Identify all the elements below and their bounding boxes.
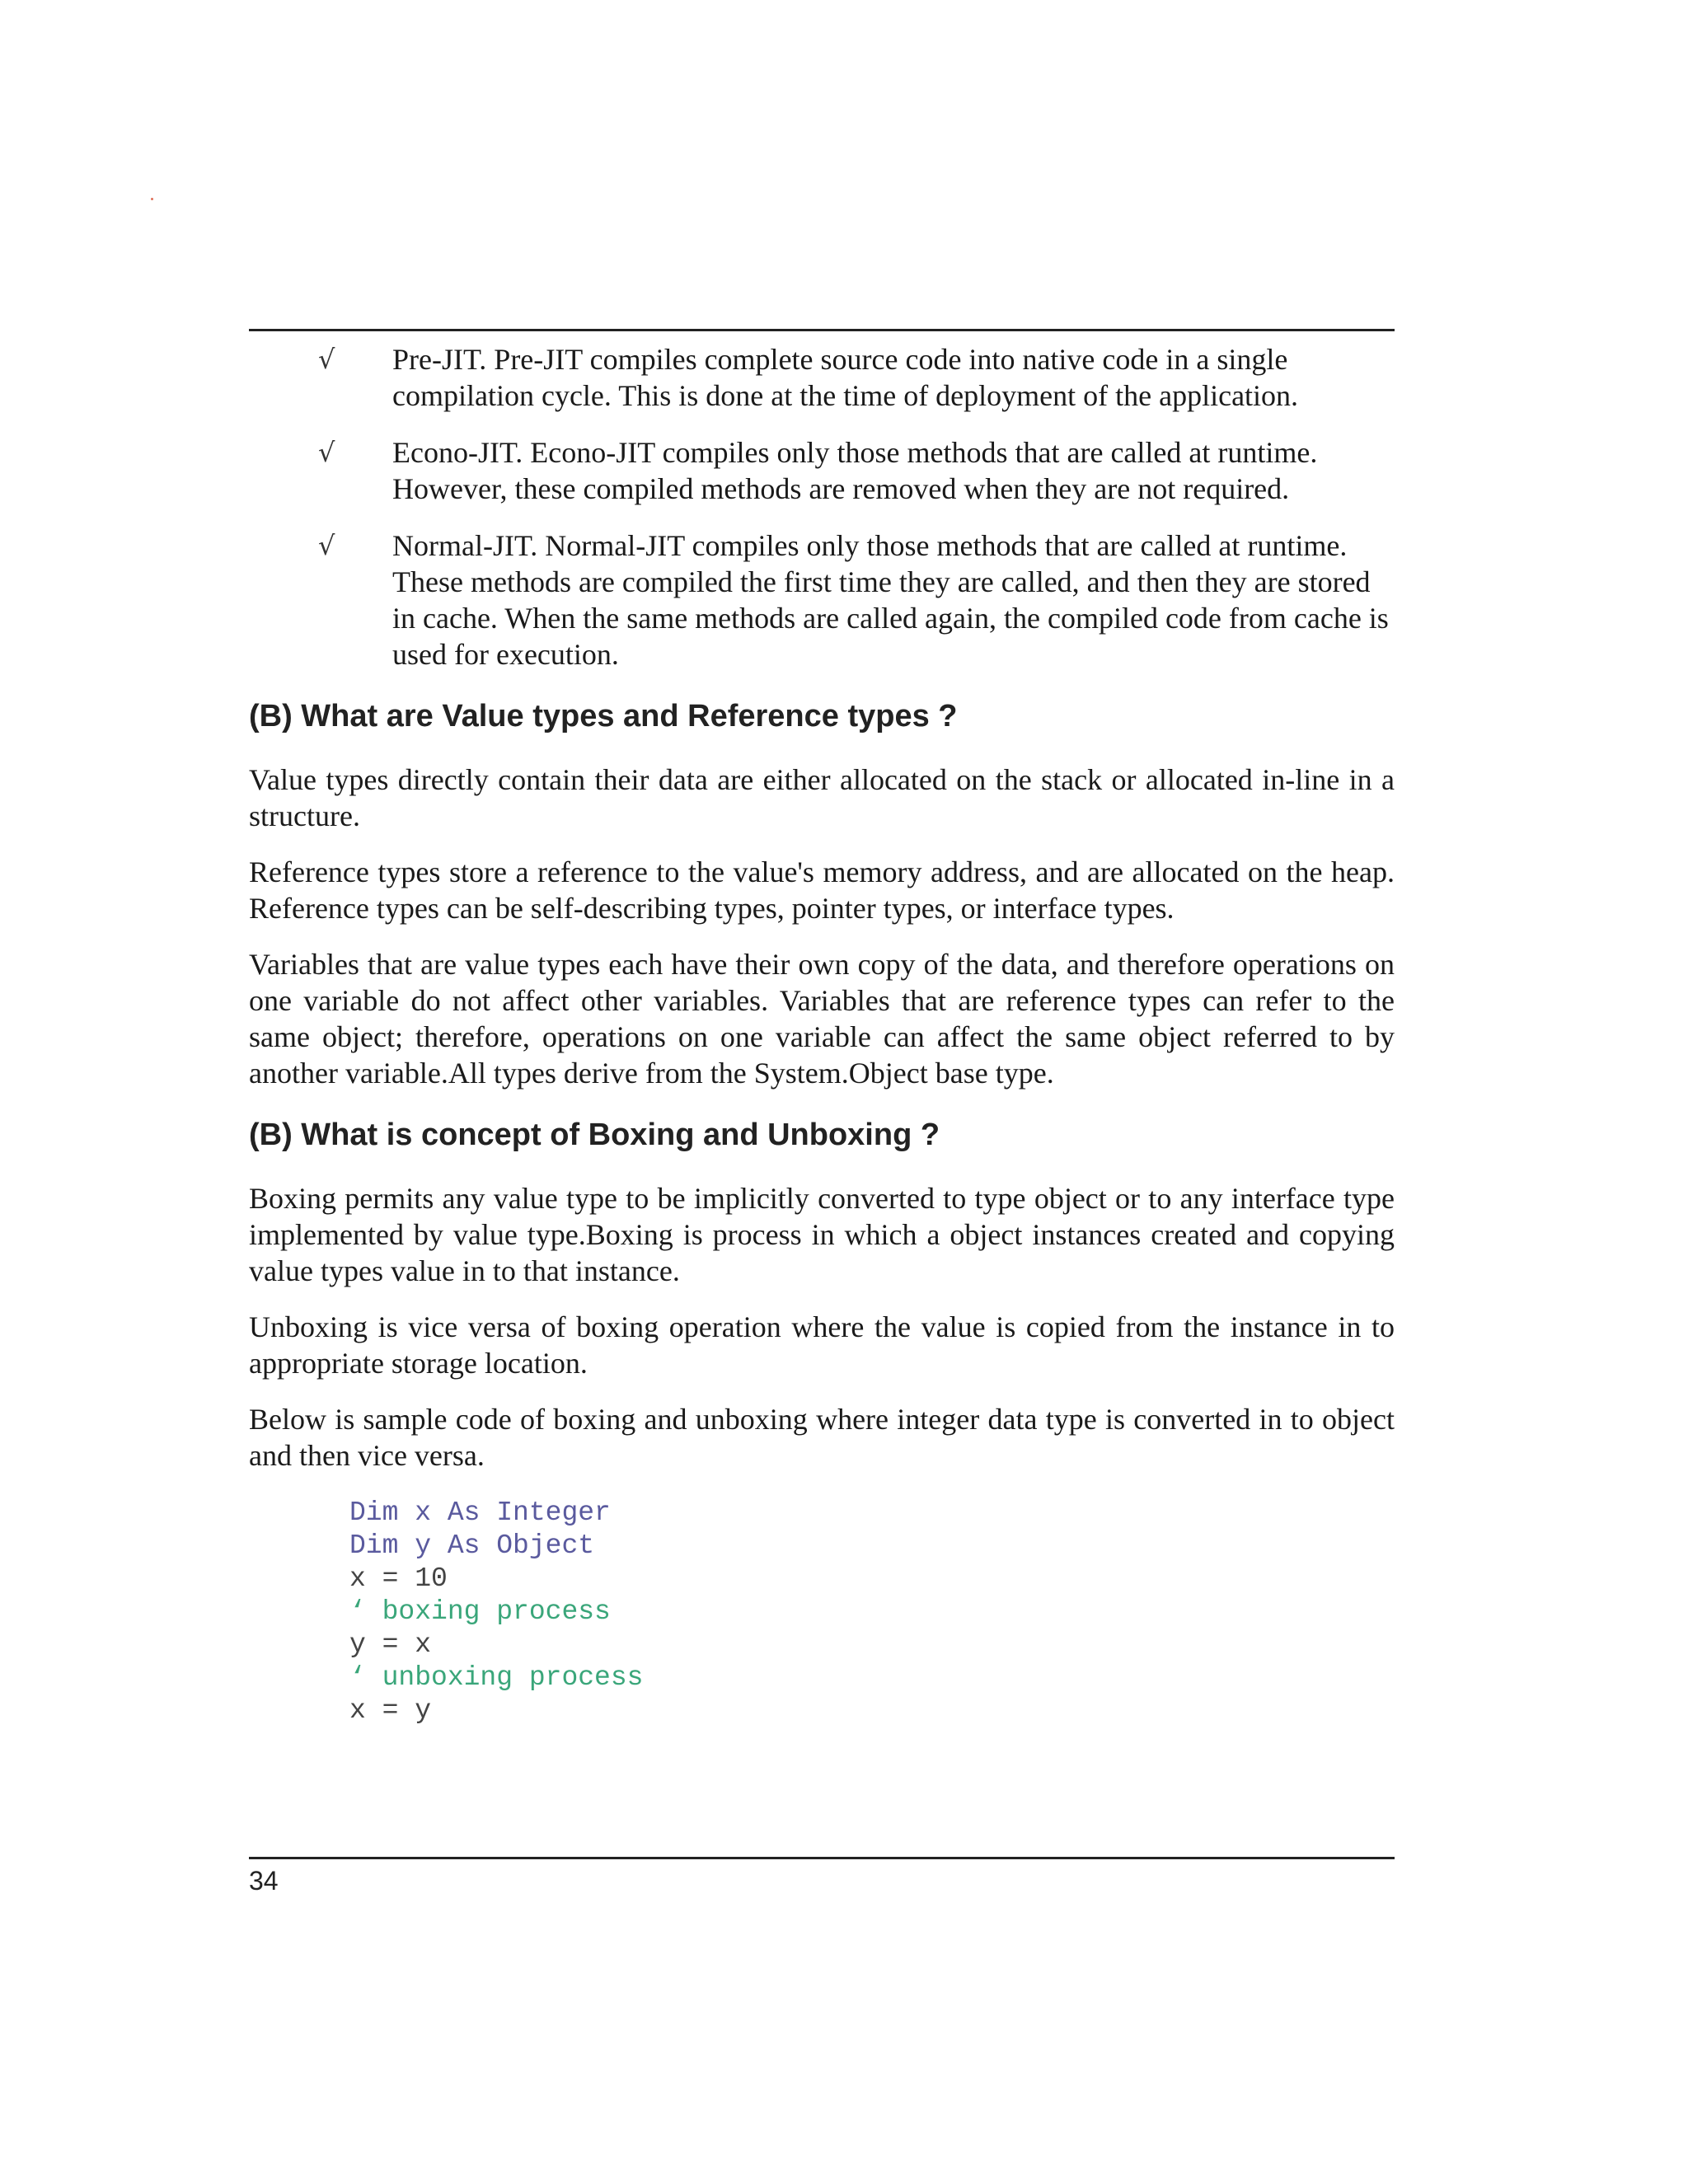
code-line: Dim y As Object — [349, 1530, 595, 1561]
paragraph: Boxing permits any value type to be implicitly converted to type object or to any interface type implemented by value type.Boxing is process in which a object instances created and copying value types value in to that instance. — [249, 1182, 1395, 1287]
paragraph: Unboxing is vice versa of boxing operation where the value is copied from the instance in to appropriate storage location. — [249, 1310, 1395, 1380]
page-number: 34 — [249, 1866, 279, 1896]
list-item-text: Pre-JIT. Pre-JIT compiles complete source code into native code in a single compilation cycle. This is done at the time of deployment of the application. — [392, 343, 1299, 412]
page-content — [249, 341, 1395, 1727]
jit-types-list — [249, 341, 1395, 673]
check-mark-icon: √ — [318, 344, 335, 375]
list-item — [249, 341, 1395, 414]
section-heading-value-reference-types: (B) What are Value types and Reference types ? — [249, 699, 958, 733]
code-comment: ‘ boxing process — [349, 1596, 611, 1627]
list-item-text: Normal-JIT. Normal-JIT compiles only those methods that are called at runtime. These methods are compiled the first time they are called, and then they are stored in cache. When the same methods are called again, the compiled code from cache is used for execution. — [392, 529, 1389, 671]
paragraph: Below is sample code of boxing and unboxing where integer data type is converted in to object and then vice versa. — [249, 1403, 1395, 1472]
code-sample — [349, 1497, 1395, 1727]
check-mark-icon: √ — [318, 437, 335, 468]
header-rule — [249, 329, 1395, 331]
code-line: x = y — [349, 1695, 432, 1726]
check-mark-icon: √ — [318, 530, 335, 561]
list-item — [249, 434, 1395, 507]
paragraph: Variables that are value types each have their own copy of the data, and therefore operations on one variable do not affect other variables. Variables that are reference types can refer to the same object; therefore, operations on one variable can affect the same object referred to by another variable.All types derive from the System.Object base type. — [249, 948, 1395, 1090]
list-item — [249, 527, 1395, 673]
code-line: x = 10 — [349, 1563, 448, 1594]
code-comment: ‘ unboxing process — [349, 1662, 644, 1693]
paragraph: Value types directly contain their data are either allocated on the stack or allocated in-line in a structure. — [249, 763, 1395, 832]
footer-rule — [249, 1857, 1395, 1859]
code-line: Dim x As Integer — [349, 1497, 611, 1528]
section-heading-boxing-unboxing: (B) What is concept of Boxing and Unboxing ? — [249, 1118, 940, 1152]
list-item-text: Econo-JIT. Econo-JIT compiles only those methods that are called at runtime. However, these compiled methods are removed when they are not required. — [392, 436, 1318, 505]
code-line: y = x — [349, 1629, 432, 1660]
stray-mark — [151, 198, 153, 200]
paragraph: Reference types store a reference to the value's memory address, and are allocated on the heap. Reference types can be self-describing types, pointer types, or interface types. — [249, 855, 1395, 925]
